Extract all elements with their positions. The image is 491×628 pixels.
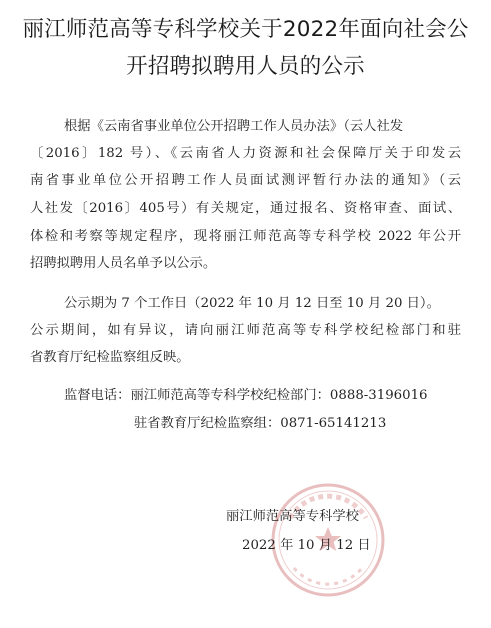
supervision-phone-line-1: 监督电话：丽江师范高等专科学校纪检部门：0888-3196016	[64, 388, 428, 403]
paragraph-1-line-2: 〔2016〕182 号）、《云南省人力资源和社会保障厅关于印发云	[30, 146, 461, 161]
paragraph-1-line-1: 根据《云南省事业单位公开招聘工作人员办法》（云人社发	[64, 119, 404, 134]
paragraph-1-line-5: 体检和考察等规定程序，现将丽江师范高等专科学校 2022 年公开	[30, 229, 461, 244]
issuing-organization: 丽江师范高等专科学校	[226, 509, 359, 524]
document-title-line-2: 开招聘拟聘用人员的公示	[126, 54, 365, 79]
paragraph-2-line-3: 省教育厅纪检监察组反映。	[30, 350, 190, 365]
paragraph-1-line-6: 招聘拟聘用人员名单予以公示。	[30, 256, 217, 271]
paragraph-1-line-3: 南省事业单位公开招聘工作人员面试测评暂行办法的通知》（云	[30, 173, 461, 188]
paragraph-1-line-4: 人社发〔2016〕405号）有关规定，通过报名、资格审查、面试、	[30, 201, 461, 216]
issue-date: 2022 年 10 月 12 日	[242, 538, 371, 553]
paragraph-2-line-1: 公示期为 7 个工作日（2022 年 10 月 12 日至 10 月 20 日）。	[64, 296, 440, 311]
paragraph-2-line-2: 公示期间，如有异议，请向丽江师范高等专科学校纪检部门和驻	[30, 323, 461, 338]
document-title-line-1: 丽江师范高等专科学校关于2022年面向社会公	[22, 17, 469, 42]
supervision-phone-line-2: 驻省教育厅纪检监察组：0871-65141213	[134, 416, 387, 431]
